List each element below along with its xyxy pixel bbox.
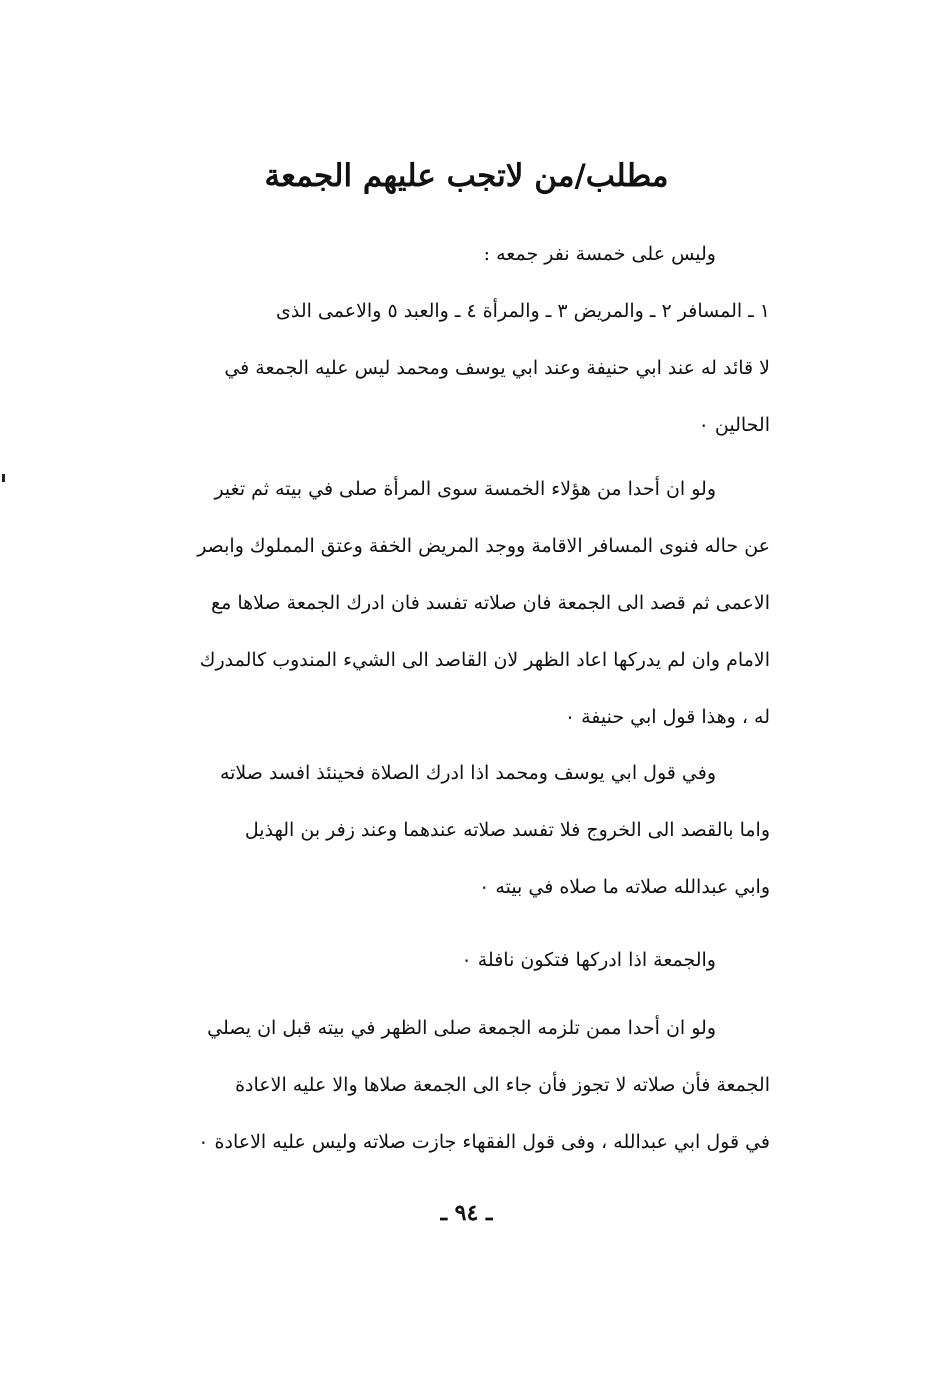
paragraph-4 bbox=[120, 932, 770, 989]
paragraph-3 bbox=[120, 745, 770, 916]
text-line: له ، وهذا قول ابي حنيفة ٠ bbox=[564, 706, 770, 728]
text-line: ولو ان أحدا ممن تلزمه الجمعة صلى الظهر في بيته قبل ان يصلي bbox=[207, 1017, 716, 1039]
paragraph-1 bbox=[120, 226, 770, 454]
text-line: واما بالقصد الى الخروج فلا تفسد صلاته عندهما وعند زفر بن الهذيل bbox=[244, 819, 770, 841]
text-line: ولو ان أحدا من هؤلاء الخمسة سوى المرأة صلى في بيته ثم تغير bbox=[214, 478, 716, 500]
text-line: والجمعة اذا ادركها فتكون نافلة ٠ bbox=[461, 949, 716, 971]
section-title: مطلب/من لاتجب عليهم الجمعة bbox=[264, 158, 669, 194]
text-line: الاعمى ثم قصد الى الجمعة فان صلاته تفسد فان ادرك الجمعة صلاها مع bbox=[210, 592, 770, 614]
text-line: وابي عبدالله صلاته ما صلاه في بيته ٠ bbox=[479, 876, 770, 898]
text-line: عن حاله فنوى المسافر الاقامة ووجد المريض الخفة وعتق المملوك وابصر bbox=[197, 535, 770, 557]
text-line: وليس على خمسة نفر جمعه : bbox=[483, 243, 716, 265]
text-line: الامام وان لم يدركها اعاد الظهر لان القاصد الى الشيء المندوب كالمدرك bbox=[199, 649, 770, 671]
text-line: الحالين ٠ bbox=[698, 414, 770, 436]
text-line: ١ ـ المسافر ٢ ـ والمريض ٣ ـ والمرأة ٤ ـ والعبد ٥ والاعمى الذى bbox=[275, 300, 770, 322]
text-line: الجمعة فأن صلاته لا تجوز فأن جاء الى الجمعة صلاها والا عليه الاعادة bbox=[235, 1074, 770, 1096]
text-line: في قول ابي عبدالله ، وفى قول الفقهاء جازت صلاته وليس عليه الاعادة ٠ bbox=[198, 1131, 770, 1153]
text-line: وفي قول ابي يوسف ومحمد اذا ادرك الصلاة فحينئذ افسد صلاته bbox=[219, 762, 716, 784]
paragraph-2 bbox=[120, 461, 770, 746]
text-line: لا قائد له عند ابي حنيفة وعند ابي يوسف ومحمد ليس عليه الجمعة في bbox=[224, 357, 770, 379]
paragraph-5 bbox=[120, 1000, 770, 1171]
page-number: ـ ٩٤ ـ bbox=[440, 1200, 493, 1226]
scan-margin-mark bbox=[2, 474, 5, 482]
